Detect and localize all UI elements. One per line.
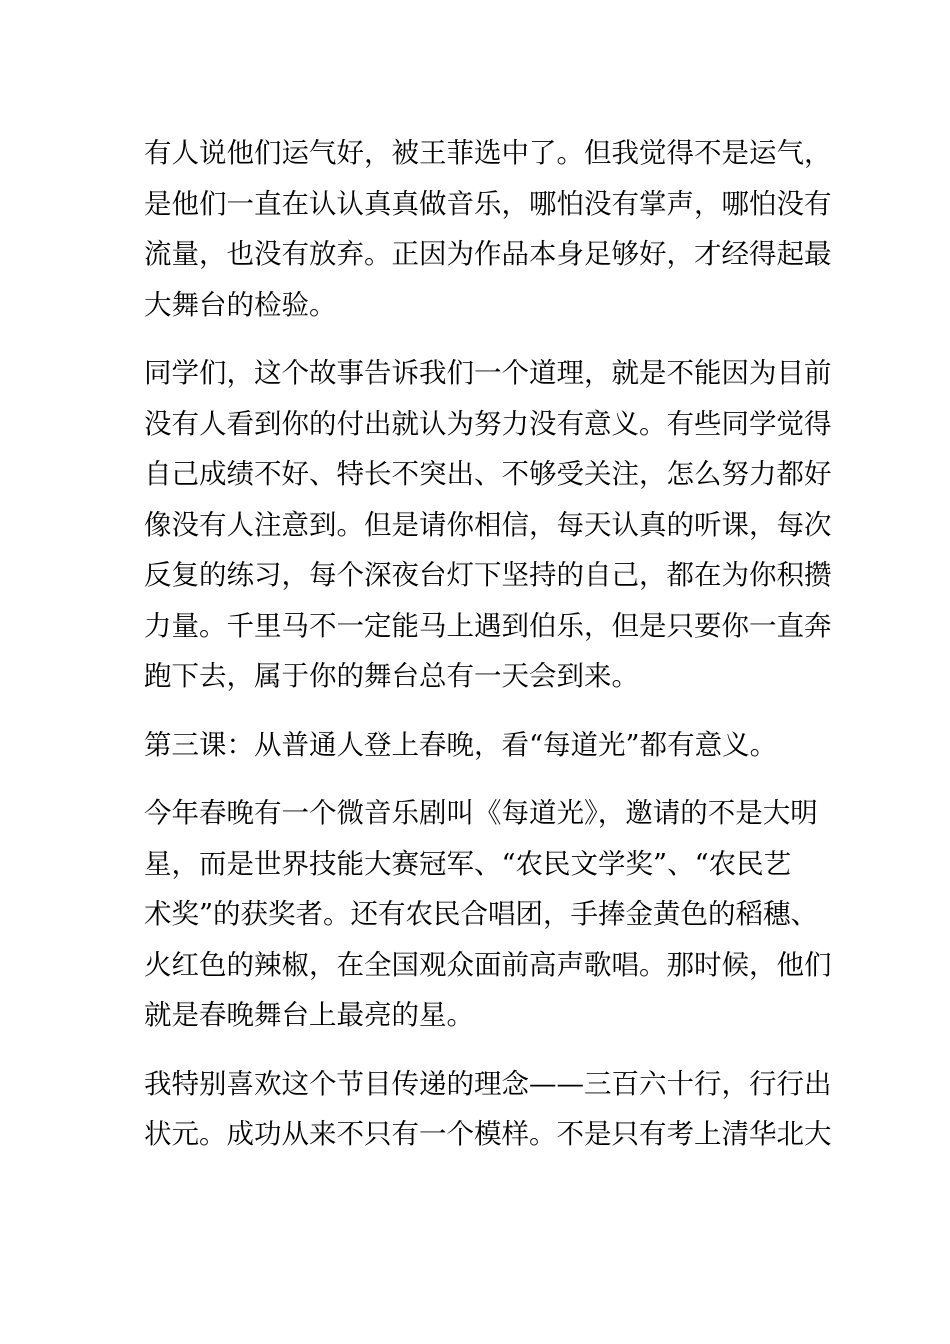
text-line: 像没有人注意到。但是请你相信，每天认真的听课，每次 — [144, 508, 832, 541]
paragraph-4 — [144, 788, 832, 1041]
paragraph-5 — [144, 1059, 832, 1160]
text-line: 火红色的辣椒，在全国观众面前高声歌唱。那时候，他们 — [144, 948, 832, 981]
text-line: 同学们，这个故事告诉我们一个道理，就是不能因为目前 — [144, 357, 832, 389]
text-line: 自己成绩不好、特长不突出、不够受关注，怎么努力都好 — [144, 458, 832, 490]
text-line: 状元。成功从来不只有一个模样。不是只有考上清华北大 — [144, 1118, 832, 1150]
text-line: 反复的练习，每个深夜台灯下坚持的自己，都在为你积攒 — [144, 559, 832, 591]
text-line: 第三课：从普通人登上春晚，看“每道光”都有意义。 — [144, 728, 778, 761]
paragraph-gap — [144, 330, 794, 348]
text-line: 有人说他们运气好，被王菲选中了。但我觉得不是运气， — [144, 137, 832, 169]
paragraph-3 — [144, 720, 794, 771]
paragraph-gap — [144, 702, 794, 720]
text-line: 跑下去，属于你的舞台总有一天会到来。 — [144, 660, 639, 692]
text-line: 术奖”的获奖者。还有农民合唱团，手捧金黄色的稻穗、 — [144, 898, 819, 930]
paragraph-gap — [144, 770, 794, 788]
paragraph-1 — [144, 128, 832, 330]
text-line: 是他们一直在认认真真做音乐，哪怕没有掌声，哪怕没有 — [144, 187, 832, 220]
text-line: 力量。千里马不一定能马上遇到伯乐，但是只要你一直奔 — [144, 609, 832, 642]
text-line: 没有人看到你的付出就认为努力没有意义。有些同学觉得 — [144, 407, 832, 440]
paragraph-gap — [144, 1041, 794, 1059]
text-line: 就是春晚舞台上最亮的星。 — [144, 999, 474, 1031]
document-body — [144, 128, 832, 1160]
text-line: 今年春晚有一个微音乐剧叫《每道光》，邀请的不是大明 — [144, 797, 818, 829]
text-line: 大舞台的检验。 — [144, 288, 337, 321]
text-line: 流量，也没有放弃。正因为作品本身足够好，才经得起最 — [144, 238, 832, 270]
text-line: 我特别喜欢这个节目传递的理念——三百六十行，行行出 — [144, 1067, 832, 1100]
paragraph-2 — [144, 348, 832, 702]
text-line: 星，而是世界技能大赛冠军、“农民文学奖”、“农民艺 — [144, 847, 792, 880]
